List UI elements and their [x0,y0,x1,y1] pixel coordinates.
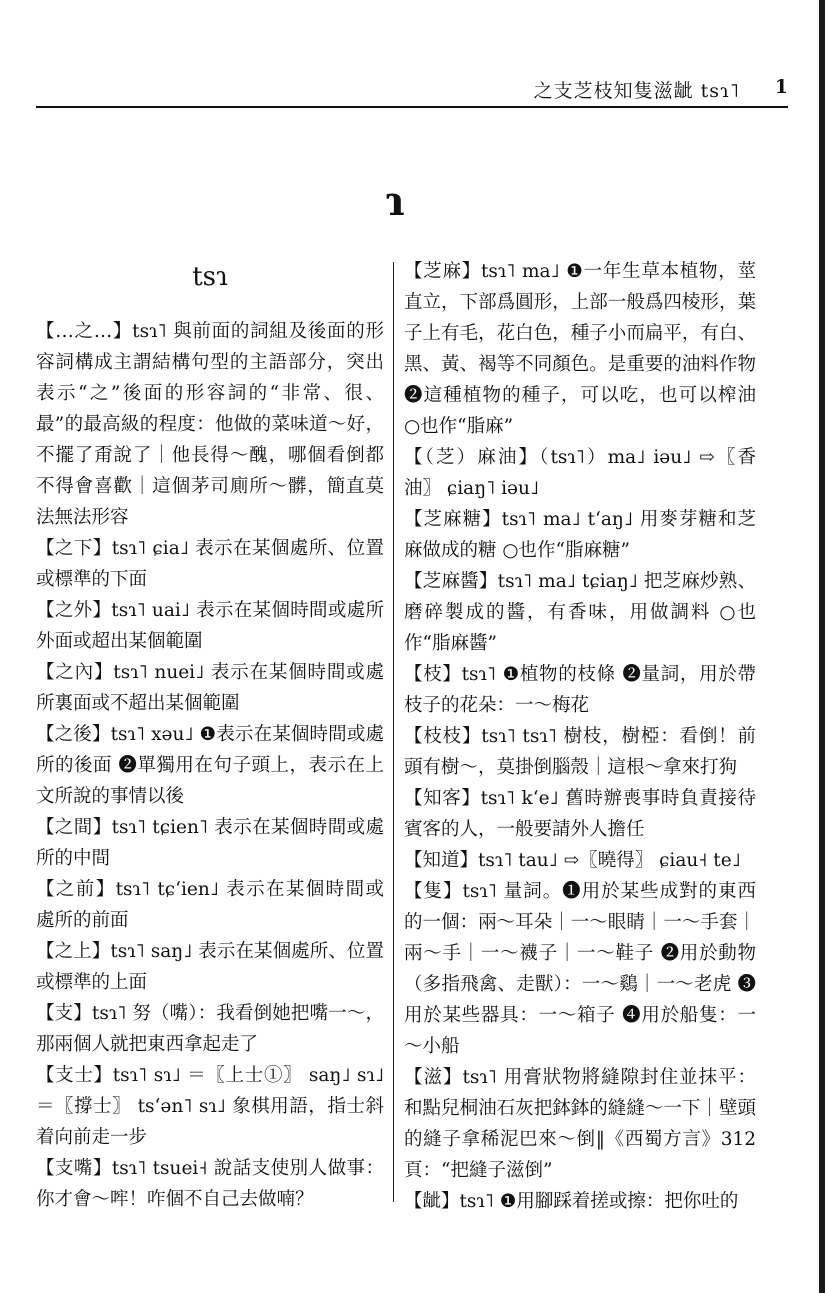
dictionary-entry: 【支士】tsɿ˥ sɿ˩ ＝〖上士①〗 saŋ˩ sɿ˩ ＝〖撐士〗 tsʻən˥ sɿ˩ 象棋用語，指士斜着向前走一步 [36,1065,384,1148]
dictionary-entry: 【芝麻糖】tsɿ˥ ma˩ tʻaŋ˩ 用麥芽糖和芝麻做成的糖 ○也作“脂麻糖” [404,509,756,561]
header-title: 之支芝枝知隻滋龇 tsɿ˥ [533,80,740,102]
dictionary-entry: 【龇】tsɿ˥ ❶用腳踩着搓或擦：把你吐的 [404,1191,739,1212]
dictionary-entry: 【芝麻】tsɿ˥ ma˩ ❶一年生草本植物，莖直立，下部爲圓形，上部一般爲四棱形，葉子上有毛，花白色，種子小而扁平，有白、黑、黃、褐等不同顏色。是重要的油料作物 ❷這種植物的種子，可以吃，也可以榨油 ○也作“脂麻” [404,261,756,437]
dictionary-entry: 【之內】tsɿ˥ nuei˩ 表示在某個時間或處所裏面或不超出某個範圍 [36,662,384,714]
section-title: ɿ [385,178,405,225]
dictionary-entry: 【枝】tsɿ˥ ❶植物的枝條 ❷量詞，用於帶枝子的花朵：一～梅花 [404,664,756,716]
dictionary-entry: 【支】tsɿ˥ 努（嘴）：我看倒她把嘴一～，那兩個人就把東西拿起走了 [36,1003,384,1055]
dictionary-entry: 【知道】tsɿ˥ tau˩ ⇨〖曉得〗 ɕiau˧ te˩ [404,850,741,871]
dictionary-entry: 【之上】tsɿ˥ saŋ˩ 表示在某個處所、位置或標準的上面 [36,941,384,993]
dictionary-entry: 【（芝）麻油】（tsɿ˥）ma˩ iəu˩ ⇨〖香油〗 ɕiaŋ˥ iəu˩ [404,447,756,499]
dictionary-entry: 【滋】tsɿ˥ 用膏狀物將縫隙封住並抹平：和點兒桐油石灰把鉢鉢的縫縫～一下｜壁頭的縫子拿稀泥巴來～倒‖《西蜀方言》312 頁：“把縫子滋倒” [404,1067,756,1181]
dictionary-entry: 【支嘴】tsɿ˥ tsuei˧ 說話支使別人做事：你才會～哰！咋個不自己去做喃？ [36,1158,384,1210]
dictionary-entry: 【之下】tsɿ˥ ɕia˩ 表示在某個處所、位置或標準的下面 [36,538,384,590]
dictionary-entry: 【隻】tsɿ˥ 量詞。❶用於某些成對的東西的一個：兩～耳朵｜一～眼睛｜一～手套｜兩～手｜一～襪子｜一～鞋子 ❷用於動物（多指飛禽、走獸）：一～鷄｜一～老虎 ❸用於某些器具：一～箱子 ❹用於船隻：一～小船 [404,881,756,1057]
header-rule [36,106,788,108]
dictionary-entry: 【枝枝】tsɿ˥ tsɿ˥ 樹枝，樹椏：看倒！前頭有樹～，莫掛倒腦殼｜這根～拿來打狗 [404,726,756,778]
dictionary-entry: 【…之…】tsɿ˥ 與前面的詞組及後面的形容詞構成主謂結構句型的主語部分，突出表示“之”後面的形容詞的“非常、很、最”的最高級的程度：他做的菜味道～好，不擺了甭說了｜他長得～醜，哪個看倒都不得會喜歡｜這個茅司廁所～髒，簡直莫法無法形容 [36,321,384,528]
page-edge-shadow [819,0,825,1293]
right-column [404,256,756,1217]
dictionary-entry: 【知客】tsɿ˥ kʻe˩ 舊時辦喪事時負責接待賓客的人，一般要請外人擔任 [404,788,756,840]
dictionary-entry: 【之間】tsɿ˥ tɕien˥ 表示在某個時間或處所的中間 [36,817,384,869]
syllable-heading: tsɿ [192,262,228,292]
dictionary-entry: 【之前】tsɿ˥ tɕʻien˩ 表示在某個時間或處所的前面 [36,879,384,931]
column-divider [393,262,394,1202]
left-column [36,256,384,1215]
dictionary-entry: 【之後】tsɿ˥ xəu˩ ❶表示在某個時間或處所的後面 ❷單獨用在句子頭上，表示在上文所說的事情以後 [36,724,384,807]
page-number: 1 [774,76,788,98]
dictionary-entry: 【之外】tsɿ˥ uai˩ 表示在某個時間或處所外面或超出某個範圍 [36,600,384,652]
page-header [36,72,788,104]
dictionary-entry: 【芝麻醬】tsɿ˥ ma˩ tɕiaŋ˩ 把芝麻炒熟、磨碎製成的醬，有香味，用做調料 ○也作“脂麻醬” [404,571,756,654]
